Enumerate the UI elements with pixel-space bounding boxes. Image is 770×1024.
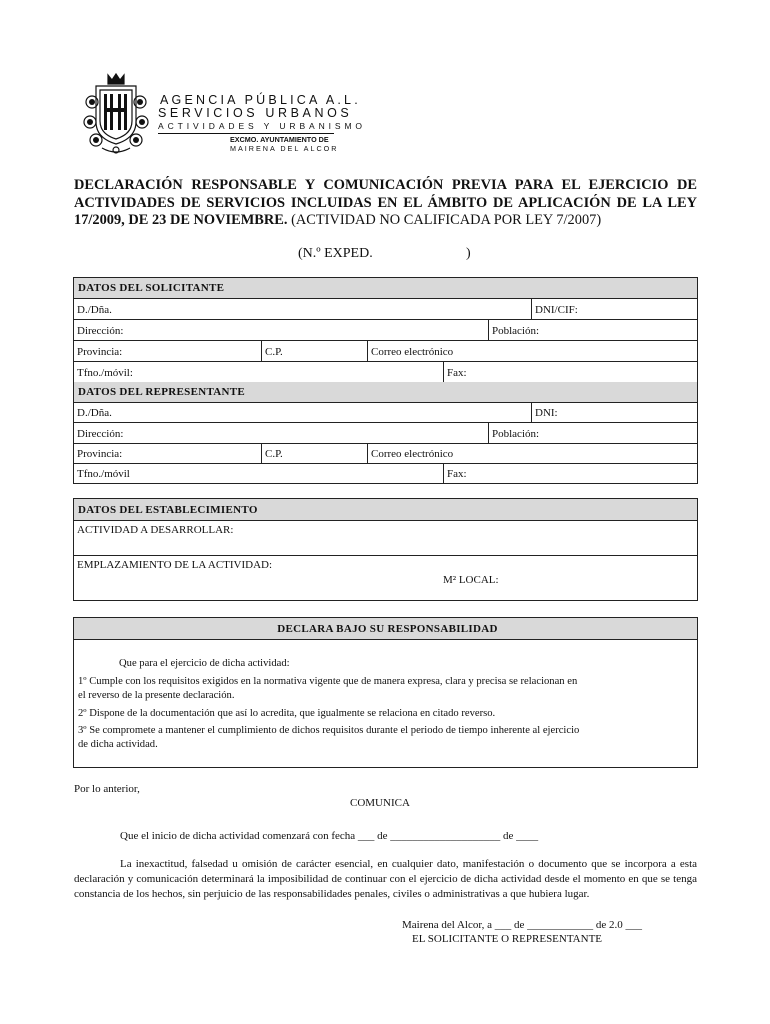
agency-service: SERVICIOS URBANOS [158,106,353,120]
declaration-item-1-cont: el reverso de la presente declaración. [78,690,235,701]
representante-province-field[interactable]: Provincia: [77,448,123,460]
place-date-line[interactable]: Mairena del Alcor, a ___ de ____________ de 2.0 ___ [402,919,642,931]
field-row [74,422,697,444]
exped-label: (N.º EXPED. [298,246,373,261]
field-row [74,298,697,320]
council-name: EXCMO. AYUNTAMIENTO DE [230,135,329,144]
exped-close: ) [466,246,471,261]
field-row [74,319,697,341]
representante-cp-field[interactable]: C.P. [261,444,367,464]
solicitante-fax-field[interactable]: Fax: [443,362,697,383]
section-heading-establecimiento: DATOS DEL ESTABLECIMIENTO [74,499,697,520]
declaration-intro: Que para el ejercicio de dicha actividad: [119,658,290,669]
field-row [74,402,697,423]
warning-first-line: La inexactitud, falsedad u omisión de carácter esencial, en cualquier dato, manifestación o documento que se [120,858,621,870]
solicitante-email-field[interactable]: Correo electrónico [367,341,697,362]
declaration-item-3-cont: de dicha actividad. [78,739,158,750]
field-row [74,340,697,362]
solicitante-town-field[interactable]: Población: [488,320,697,341]
solicitante-address-field[interactable]: Dirección: [77,324,124,337]
representante-fax-field[interactable]: Fax: [443,464,697,484]
declaration-box [73,617,698,768]
agency-area: ACTIVIDADES Y URBANISMO [158,121,366,131]
field-row [74,463,697,484]
declaration-item-1: 1º Cumple con los requisitos exigidos en la normativa vigente que de manera expresa, clara y precisa se relacionan en [78,676,578,687]
field-row [74,443,697,464]
representante-phone-field[interactable]: Tfno./móvil [77,468,130,480]
solicitante-phone-field[interactable]: Tfno./móvil: [77,366,133,379]
document-title [74,177,697,230]
location-row [74,555,697,601]
exped-number [298,246,471,262]
declaration-item-2: 2º Dispone de la documentación que así lo acredita, que igualmente se relaciona en citado reverso. [78,708,496,719]
establishment-table [73,498,698,601]
representante-name-field[interactable]: D./Dña. [77,407,112,419]
applicant-table [73,277,698,484]
section-heading-declara: DECLARA BAJO SU RESPONSABILIDAD [74,618,697,640]
solicitante-province-field[interactable]: Provincia: [77,345,123,358]
field-row [74,361,697,383]
representante-address-field[interactable]: Dirección: [77,427,124,440]
header-divider [158,133,334,134]
representante-email-field[interactable]: Correo electrónico [367,444,697,464]
council-town: MAIRENA DEL ALCOR [230,144,339,153]
warning-paragraph [74,857,697,902]
section-heading-representante: DATOS DEL REPRESENTANTE [74,382,697,402]
representante-town-field[interactable]: Población: [488,423,697,444]
title-bold: DECLARACIÓN RESPONSABLE Y COMUNICACIÓN PREVIA PARA EL EJERCICIO DE ACTIVIDADES DE SERVICIOS INCLUIDAS EN EL ÁMBITO DE APLICACIÓN DE LA LEY 17/2009, DE 23 DE NOVIEMBRE. [74,177,697,228]
title-normal: (ACTIVIDAD NO CALIFICADA POR LEY 7/2007) [287,212,602,228]
representante-dni-field[interactable]: DNI: [531,403,697,423]
solicitante-dni-field[interactable]: DNI/CIF: [531,299,697,320]
solicitante-name-field[interactable]: D./Dña. [77,303,112,316]
warning-rest: incorpora a esta declaración y comunicación determinará la imposibilidad de continuar con el ejercicio de dicha actividad desde el momento en que se tenga constancia de los hechos, sin perjuicio de las responsabilidades penales, civiles o administrativas a que hubiera lugar. [74,858,698,900]
location-field[interactable]: EMPLAZAMIENTO DE LA ACTIVIDAD: [77,559,273,571]
m2-field[interactable]: M² LOCAL: [443,574,499,586]
por-lo-anterior: Por lo anterior, [74,783,140,795]
comunica-heading: COMUNICA [350,797,410,809]
section-heading-solicitante: DATOS DEL SOLICITANTE [74,278,697,298]
signature-label: EL SOLICITANTE O REPRESENTANTE [412,933,603,945]
agency-name: AGENCIA PÚBLICA A.L. [160,93,361,107]
solicitante-cp-field[interactable]: C.P. [261,341,367,362]
activity-field[interactable]: ACTIVIDAD A DESARROLLAR: [77,524,234,536]
declaration-item-3: 3º Se compromete a mantener el cumplimiento de dichos requisitos durante el periodo de tiempo inherente al ejercicio [78,725,580,736]
start-date-line[interactable]: Que el inicio de dicha actividad comenzará con fecha ___ de ____________________ de ____ [120,830,539,842]
coat-of-arms-icon [82,72,150,156]
activity-row [74,520,697,556]
